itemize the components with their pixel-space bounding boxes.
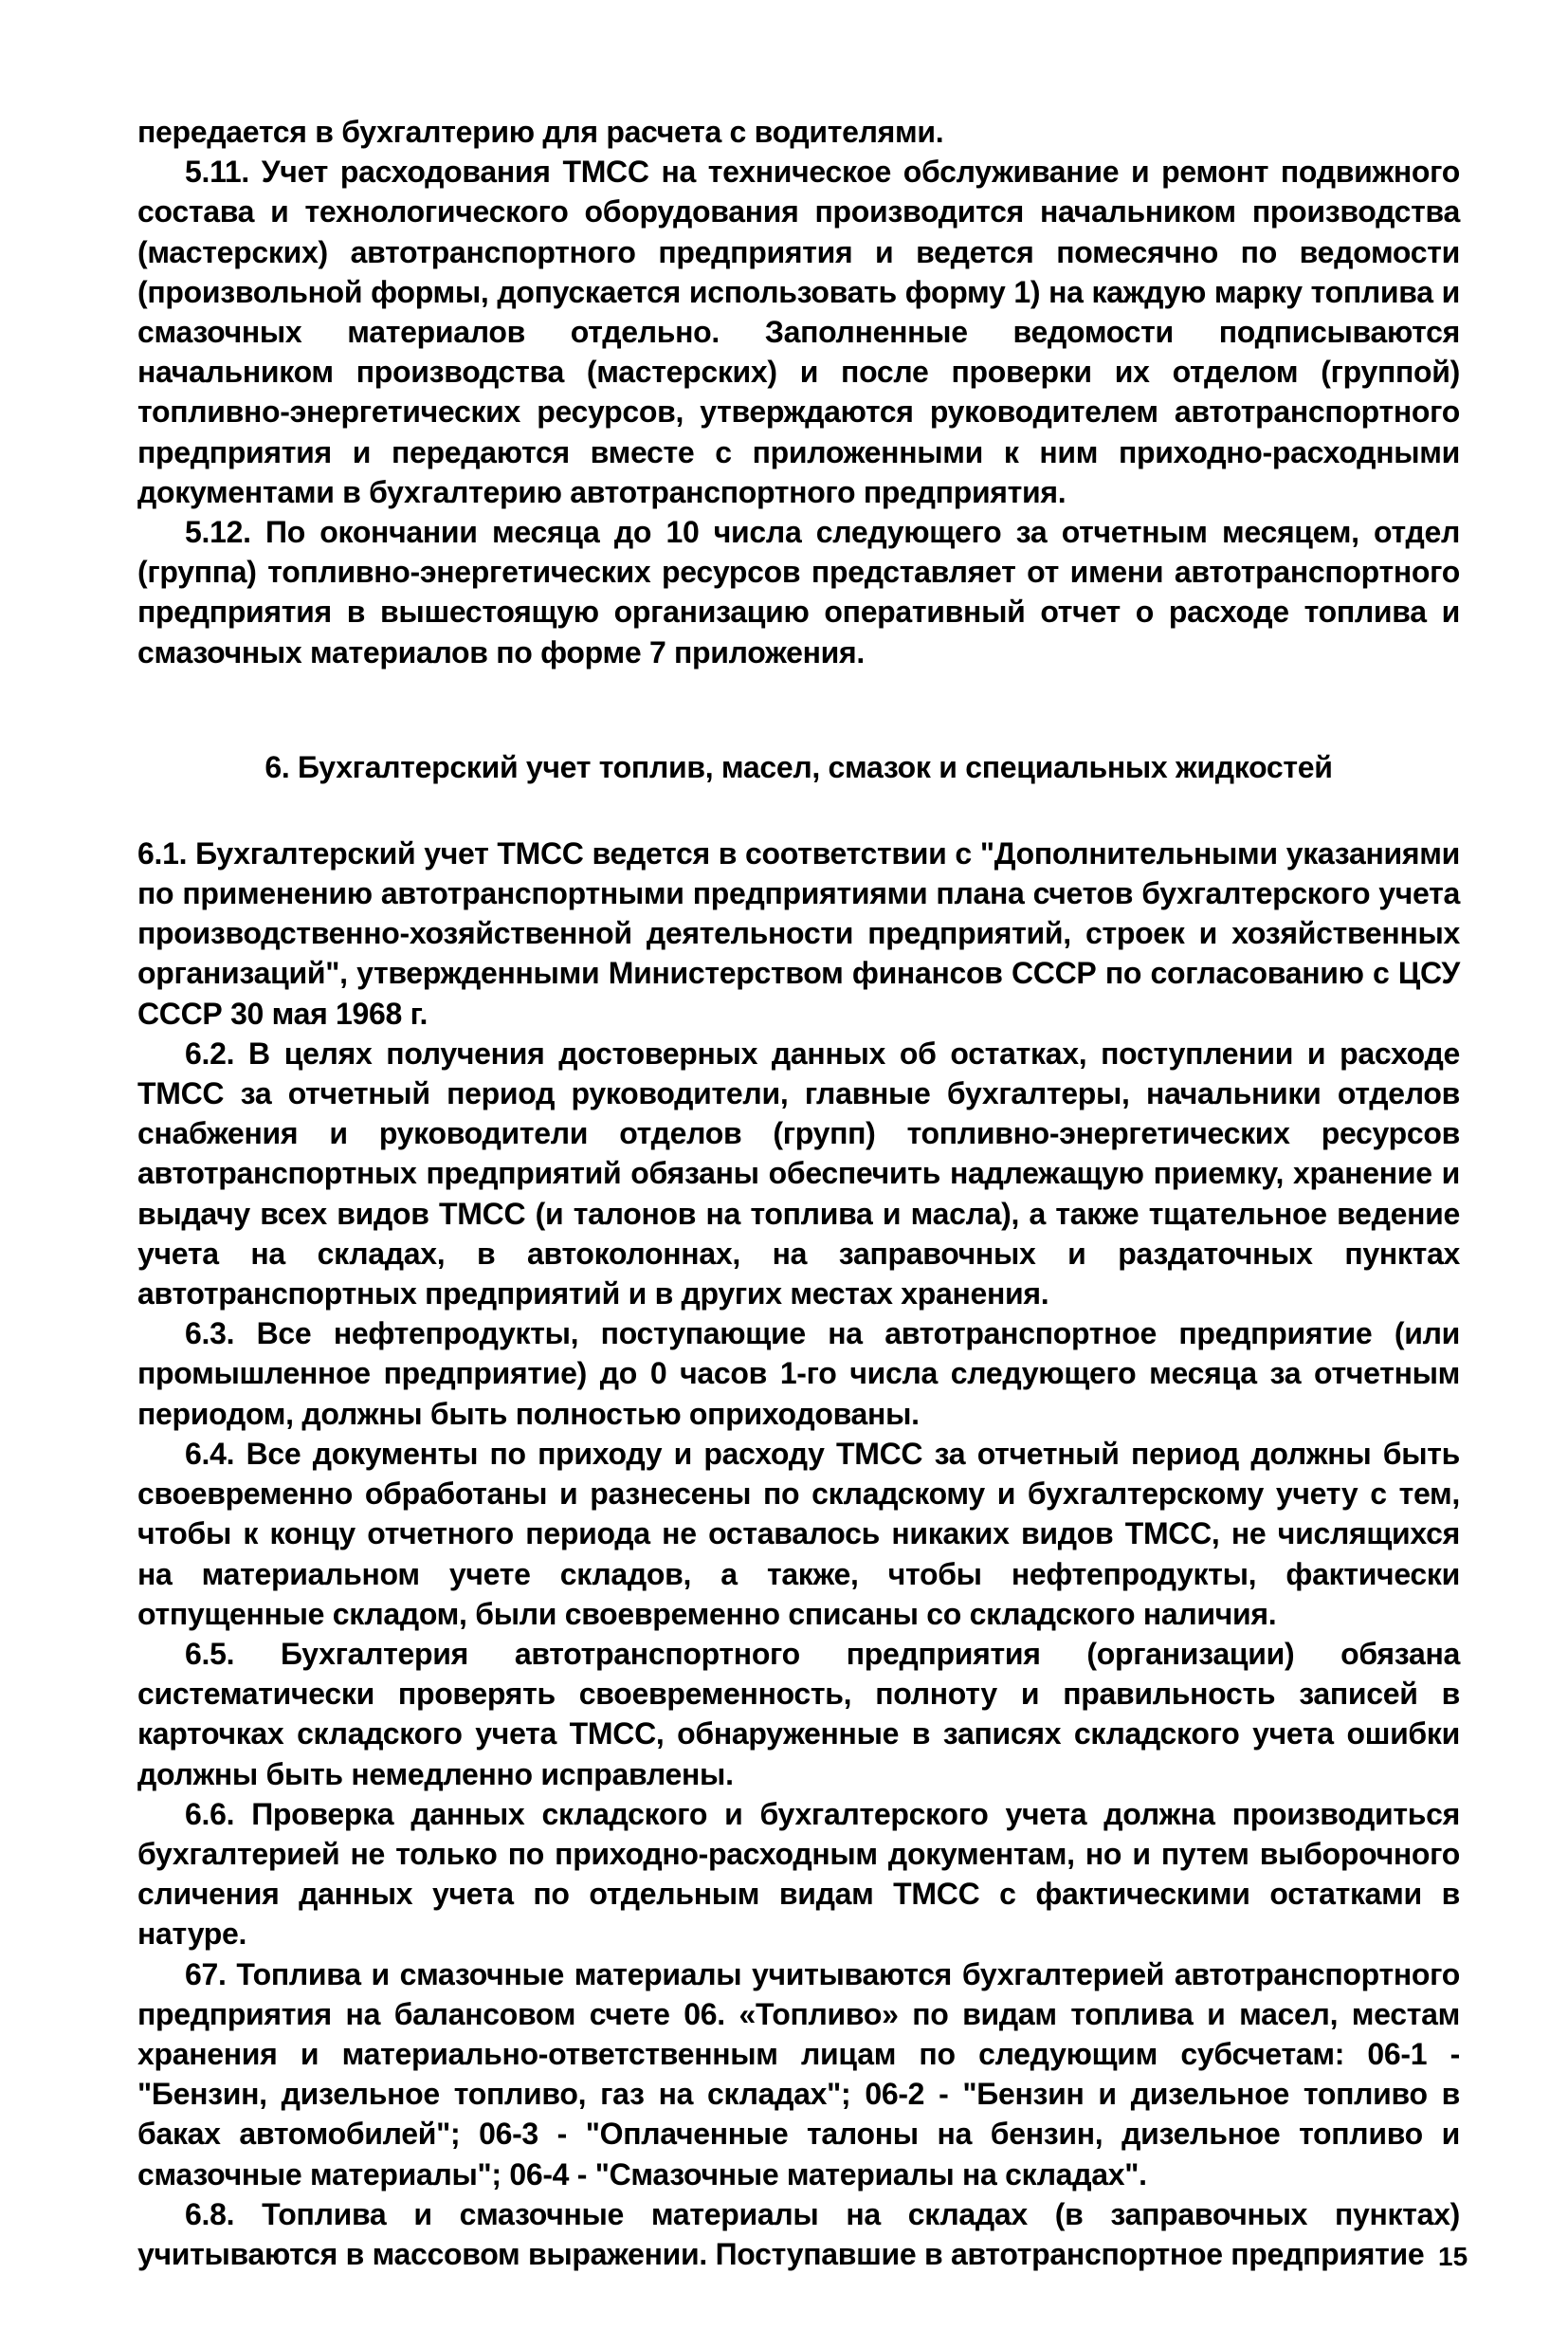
paragraph-continuation: передается в бухгалтерию для расчета с водителями. [137, 115, 944, 149]
paragraph-6-4: 6.4. Все документы по приходу и расходу ТМСС за отчетный период должны быть своевременно обработаны и разнесены по складскому и бухгалтерскому учету с тем, чтобы к концу отчетного периода не оставалось никаких видов ТМСС, не числящихся на материальном учете складов, а также, чтобы нефтепродукты, фактически отпущенные складом, были своевременно списаны со складского наличия. [137, 1436, 1460, 1631]
paragraphs-before [137, 112, 1460, 672]
paragraph-6-3: 6.3. Все нефтепродукты, поступающие на автотранспортное предприятие (или промышленное предприятие) до 0 часов 1-го числа следующего месяца за отчетным периодом, должны быть полностью оприходованы. [137, 1316, 1460, 1431]
paragraph-6-5: 6.5. Бухгалтерия автотранспортного предприятия (организации) обязана систематически проверять своевременность, полноту и правильность записей в карточках складского учета ТМСС, обнаруженные в записях складского учета ошибки должны быть немедленно исправлены. [137, 1636, 1460, 1791]
page-body [137, 112, 1460, 2274]
paragraph-6-6: 6.6. Проверка данных складского и бухгалтерского учета должна производиться бухгалтерией не только по приходно-расходным документам, но и путем выборочного сличения данных учета по отдельным видам ТМСС с фактическими остатками в натуре. [137, 1796, 1460, 1952]
paragraph-6-8: 6.8. Топлива и смазочные материалы на складах (в заправочных пунктах) учитываются в массовом выражении. Поступавшие в автотранспортное предприятие [137, 2196, 1460, 2271]
paragraph-5-11: 5.11. Учет расходования ТМСС на техническое обслуживание и ремонт подвижного состава и технологического оборудования производится начальником производства (мастерских) автотранспортного предприятия и ведется помесячно по ведомости (произвольной формы, допускается использовать форму 1) на каждую марку топлива и смазочных материалов отдельно. Заполненные ведомости подписываются начальником производства (мастерских) и после проверки их отделом (группой) топливно-энергетических ресурсов, утверждаются руководителем автотранспортного предприятия и передаются вместе с приложенными к ним приходно-расходными документами в бухгалтерию автотранспортного предприятия. [137, 155, 1460, 509]
section-heading: 6. Бухгалтерский учет топлив, масел, смазок и специальных жидкостей [264, 749, 1333, 784]
page-number: 15 [1438, 2242, 1468, 2271]
paragraphs-after [137, 834, 1460, 2274]
paragraph-5-12: 5.12. По окончании месяца до 10 числа следующего за отчетным месяцем, отдел (группа) топливно-энергетических ресурсов представляет от имени автотранспортного предприятия в вышестоящую организацию оперативный отчет о расходе топлива и смазочных материалов по форме 7 приложения. [137, 515, 1460, 669]
paragraph-6-2: 6.2. В целях получения достоверных данных об остатках, поступлении и расходе ТМСС за отчетный период руководители, главные бухгалтеры, начальники отделов снабжения и руководители отделов (групп) топливно-энергетических ресурсов автотранспортных предприятий обязаны обеспечить надлежащую приемку, хранение и выдачу всех видов ТМСС (и талонов на топлива и масла), а также тщательное ведение учета на складах, в автоколоннах, на заправочных и раздаточных пунктах автотранспортных предприятий и в других местах хранения. [137, 1036, 1460, 1311]
paragraph-6-1: 6.1. Бухгалтерский учет ТМСС ведется в соответствии с "Дополнительными указаниями по применению автотранспортными предприятиями плана счетов бухгалтерского учета производственно-хозяйственной деятельности предприятий, строек и хозяйственных организаций", утвержденными Министерством финансов СССР по согласованию с ЦСУ СССР 30 мая 1968 г. [137, 835, 1460, 1031]
paragraph-6-7: 67. Топлива и смазочные материалы учитываются бухгалтерией автотранспортного предприятия на балансовом счете 06. «Топливо» по видам топлива и масел, местам хранения и материально-ответственным лицам по следующим субсчетам: 06-1 - "Бензин, дизельное топливо, газ на складах"; 06-2 - "Бензин и дизельное топливо в баках автомобилей"; 06-3 - "Оплаченные талоны на бензин, дизельное топливо и смазочные материалы"; 06-4 - "Смазочные материалы на складах". [137, 1956, 1460, 2191]
